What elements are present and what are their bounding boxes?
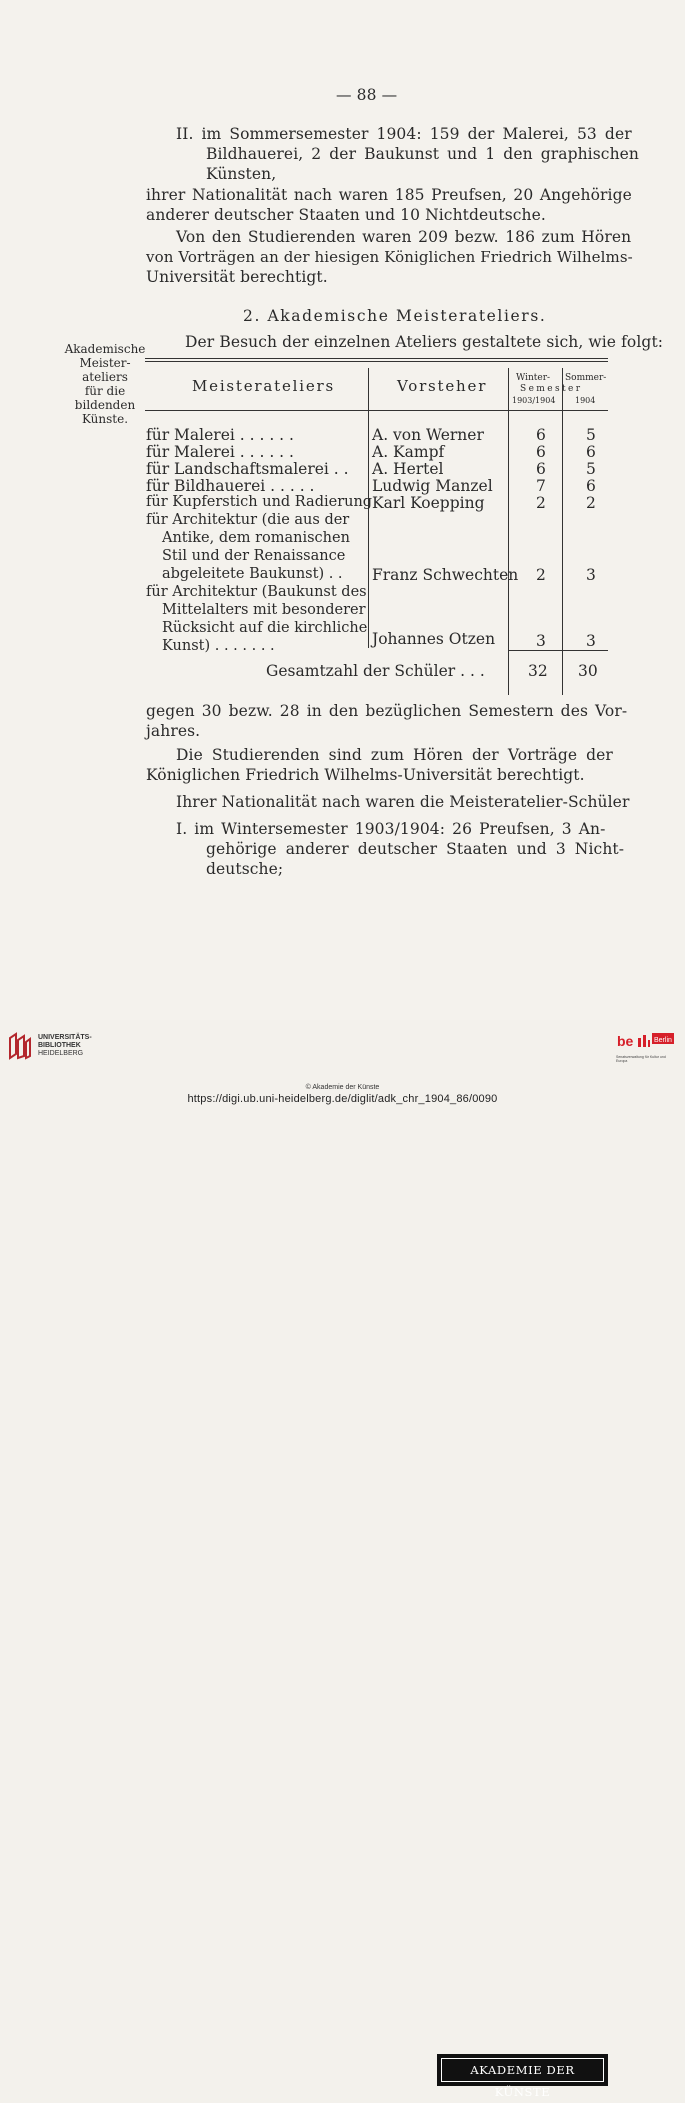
table-row-winter: 6 <box>536 426 546 444</box>
column-header: Meisterateliers <box>192 377 335 395</box>
column-header: Winter- <box>516 373 551 383</box>
table-row-summer: 3 <box>586 632 596 650</box>
paragraph-line: Universität berechtigt. <box>146 268 328 286</box>
logo-line: HEIDELBERG <box>38 1050 84 1057</box>
table-row-summer: 2 <box>586 494 596 512</box>
berlin-logo[interactable] <box>616 1032 676 1072</box>
scanned-page <box>0 0 685 1020</box>
table-row-winter: 6 <box>536 460 546 478</box>
total-summer: 30 <box>578 662 598 680</box>
table-top-rule <box>145 361 608 362</box>
table-row-winter: 7 <box>536 477 546 495</box>
table-row-name: Karl Koepping <box>372 494 485 512</box>
table-row-name: A. von Werner <box>372 426 484 444</box>
table-top-rule <box>145 358 608 359</box>
table-row-label: Rücksicht auf die kirchliche <box>162 620 368 636</box>
margin-note <box>62 342 148 426</box>
table-row-name: A. Kampf <box>372 443 445 461</box>
column-header: Semester <box>520 384 583 394</box>
table-row-summer: 5 <box>586 460 596 478</box>
column-header: 1904 <box>575 396 596 405</box>
table-row-name: Johannes Otzen <box>372 630 496 648</box>
total-label: Gesamtzahl der Schüler . . . <box>266 662 485 680</box>
margin-note-line: ateliers <box>82 370 128 384</box>
copyright-text: © Akademie der Künste <box>305 1084 380 1091</box>
paragraph-line: Bildhauerei, 2 der Baukunst und 1 den graphischen <box>206 145 640 163</box>
table-row-label: Antike, dem romanischen <box>162 530 350 546</box>
table-row-summer: 3 <box>586 566 596 584</box>
table-row-label: Kunst) . . . . . . . <box>162 638 275 654</box>
paragraph-line: gegen 30 bezw. 28 in den bezüglichen Semestern des Vor- <box>146 702 628 720</box>
akademie-logo-text: AKADEMIE DER KÜNSTE <box>441 2058 604 2082</box>
page-number: — 88 — <box>336 86 398 104</box>
sum-rule <box>508 650 608 651</box>
table-row-label: für Malerei . . . . . . <box>146 443 294 461</box>
paragraph-line: Königlichen Friedrich Wilhelms-Universität berechtigt. <box>146 766 585 784</box>
table-row-label: für Architektur (die aus der <box>146 512 350 528</box>
svg-text:Berlin: Berlin <box>654 1037 672 1044</box>
column-header: Vorsteher <box>397 377 488 395</box>
paragraph-line: Die Studierenden sind zum Hören der Vorträge der <box>176 746 613 764</box>
table-row-label: für Bildhauerei . . . . . <box>146 477 315 495</box>
paragraph-line: Künsten, <box>206 165 277 183</box>
table-row-name: Ludwig Manzel <box>372 477 493 495</box>
paragraph-line: von Vorträgen an der hiesigen Königlichen Friedrich Wilhelms- <box>146 248 633 266</box>
table-row-label: für Landschaftsmalerei . . <box>146 460 349 478</box>
berlin-logo-icon <box>616 1032 676 1050</box>
viewer-footer <box>0 1020 685 2099</box>
paragraph-line: jahres. <box>146 722 201 740</box>
table-row-label: Mittelalters mit besonderer <box>162 602 366 618</box>
margin-note-line: für die <box>84 384 126 398</box>
paragraph-line: I. im Wintersemester 1903/1904: 26 Preufsen, 3 An- <box>176 820 606 838</box>
column-divider <box>562 368 563 695</box>
paragraph-line: Ihrer Nationalität nach waren die Meisteratelier-Schüler <box>176 793 630 811</box>
table-row-label: für Kupferstich und Radierung <box>146 494 373 510</box>
table-row-name: A. Hertel <box>372 460 444 478</box>
margin-note-line: bildenden <box>74 398 136 412</box>
heidelberg-logo-text[interactable] <box>38 1034 92 1058</box>
paragraph-line: ihrer Nationalität nach waren 185 Preufsen, 20 Angehörige <box>146 186 632 204</box>
table-row-summer: 5 <box>586 426 596 444</box>
berlin-logo-caption: Senatsverwaltung für Kultur und Europa <box>616 1055 666 1063</box>
section-title: 2. Akademische Meisterateliers. <box>243 307 547 325</box>
logo-line: BIBLIOTHEK <box>38 1042 81 1049</box>
table-row-summer: 6 <box>586 443 596 461</box>
column-header: 1903/1904 <box>512 396 556 405</box>
paragraph-line: anderer deutscher Staaten und 10 Nichtdeutsche. <box>146 206 546 224</box>
logo-line: UNIVERSITÄTS- <box>38 1034 92 1041</box>
table-head-rule <box>145 410 608 411</box>
table-row-name: Franz Schwechten <box>372 566 519 584</box>
table-row-label: Stil und der Renaissance <box>162 548 346 564</box>
total-winter: 32 <box>528 662 548 680</box>
permalink[interactable]: https://digi.ub.uni-heidelberg.de/diglit/adk_chr_1904_86/0090 <box>187 1093 498 1105</box>
column-header: Sommer- <box>565 373 607 383</box>
paragraph-line: deutsche; <box>206 860 284 878</box>
margin-note-line: Meister- <box>79 356 131 370</box>
table-row-winter: 2 <box>536 566 546 584</box>
paragraph-line: gehörige anderer deutscher Staaten und 3 Nicht- <box>206 840 625 858</box>
paragraph-line: II. im Sommersemester 1904: 159 der Malerei, 53 der <box>176 125 632 143</box>
akademie-logo[interactable] <box>437 2054 608 2099</box>
table-intro: Der Besuch der einzelnen Ateliers gestaltete sich, wie folgt: <box>185 333 664 351</box>
margin-note-line: Künste. <box>81 412 129 426</box>
paragraph-line: Von den Studierenden waren 209 bezw. 186 zum Hören <box>176 228 632 246</box>
column-divider <box>508 368 509 695</box>
table-row-winter: 3 <box>536 632 546 650</box>
table-row-label: abgeleitete Baukunst) . . <box>162 566 343 582</box>
table-row-winter: 6 <box>536 443 546 461</box>
table-row-winter: 2 <box>536 494 546 512</box>
table-row-label: für Architektur (Baukunst des <box>146 584 367 600</box>
svg-text:be: be <box>617 1033 634 1049</box>
table-row-label: für Malerei . . . . . . <box>146 426 294 444</box>
heidelberg-logo-icon[interactable] <box>8 1032 32 1065</box>
table-row-summer: 6 <box>586 477 596 495</box>
margin-note-line: Akademische <box>64 342 146 356</box>
